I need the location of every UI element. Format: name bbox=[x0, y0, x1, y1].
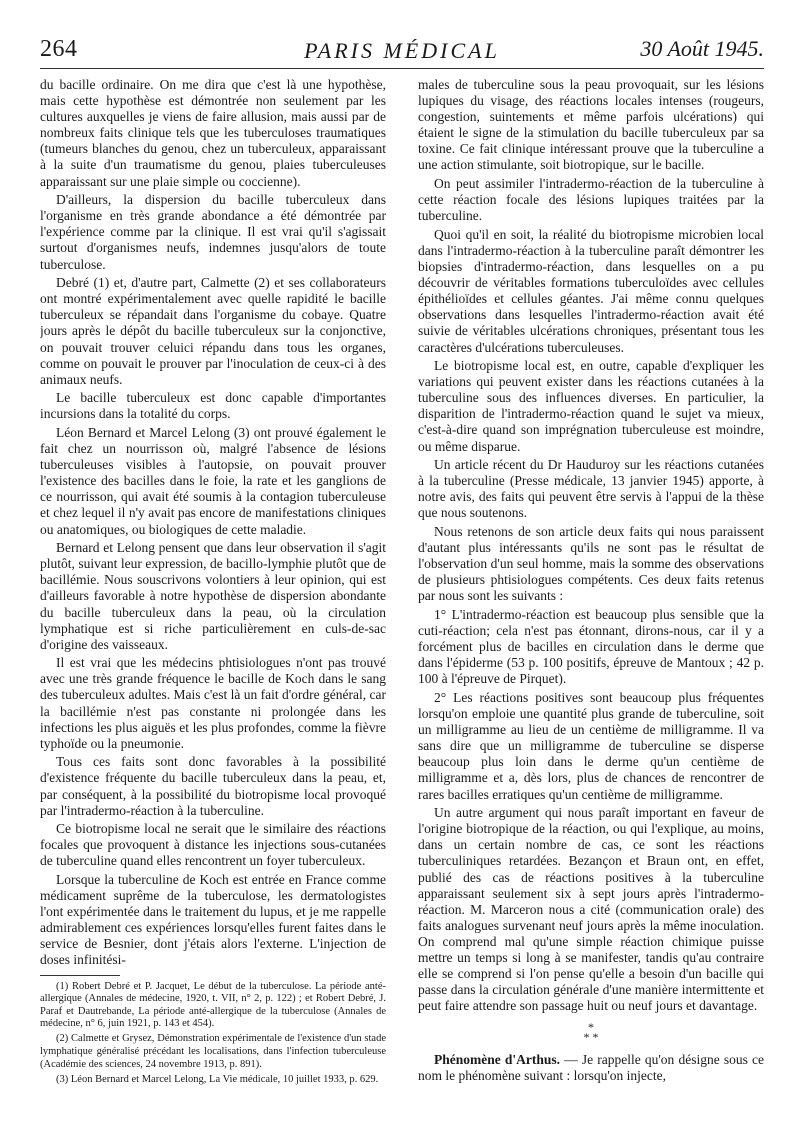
page-header bbox=[40, 36, 764, 69]
paragraph: Léon Bernard et Marcel Lelong (3) ont prouvé également le fait chez un nourrisson où, malgré l'absence de lésions tuberculeuses visibles à l'autopsie, on pouvait prouver l'existence des bacilles dans le foie, la rate et les ganglions de ce nourrisson, qui avait été soumis à la contagion tuberculeuse et chez lequel il n'y avait pas encore de manifestations cliniques ou anatomiques, ou biologiques de cette maladie. bbox=[40, 424, 386, 537]
footnote: (2) Calmette et Grysez, Démonstration expérimentale de l'existence d'un stade lymphatique généralisé précédant les localisations, dans l'infection tuberculeuse (Académie des sciences, 24 novembre 1913, p. 891). bbox=[40, 1033, 386, 1070]
paragraph: Le bacille tuberculeux est donc capable d'importantes incursions dans la totalité du corps. bbox=[40, 390, 386, 422]
footnote: (3) Léon Bernard et Marcel Lelong, La Vie médicale, 10 juillet 1933, p. 629. bbox=[56, 1073, 379, 1085]
paragraph: Un autre argument qui nous paraît important en faveur de l'origine biotropique de la réaction, ou qui l'explique, au moins, dans un certain nombre de cas, ce sont les réactions tuberculiniques retardées. Bezançon et Braun ont, en effet, publié des cas de réactions positives à la tuberculine apparaissant seulement six à sept jours après l'intradermo-réaction. M. Marceron nous a cité (communication orale) des faits analogues survenant neuf jours après la même inoculation. On comprend mal qu'une simple réaction chimique puisse mettre un temps si long à se manifester, tandis qu'au contraire elle se comprend si l'on pense qu'elle a besoin d'un bacille qui passe dans la circulation générale d'une manière intermittente et peut faire attendre son passage huit ou neuf jours et davantage. bbox=[418, 805, 764, 1014]
section-heading: Phénomène d'Arthus. bbox=[434, 1052, 561, 1068]
paragraph: Le biotropisme local est, en outre, capable d'expliquer les variations qui peuvent exister dans les réactions cutanées à la tuberculine sous des influences diverses. En particulier, la disparition de l'intradermo-réaction quand le sujet va mieux, c'est-à-dire quand son imprégnation tuberculeuse est moindre, ou même disparue. bbox=[418, 358, 764, 454]
paragraph: Lorsque la tuberculine de Koch est entrée en France comme médicament suprême de la tuberculose, les dermatologistes l'ont expérimentée dans le traitement du lupus, et je me rappelle admirablement ces expériences lorsqu'elles furent faites dans le service de Besnier, dont j'étais alors l'externe. L'injection de doses infinitési- bbox=[40, 872, 386, 968]
journal-title: PARIS MÉDICAL bbox=[304, 38, 500, 63]
paragraph: Il est vrai que les médecins phtisiologues n'ont pas trouvé avec une très grande fréquence le bacille de Koch dans le sang des tuberculeux adultes. Mais c'est là un fait d'ordre général, car la bacillémie n'est pas constante ni prolongée dans les infections les plus aiguës et les plus profondes, comme la fièvre typhoïde ou la pneumonie. bbox=[40, 655, 386, 751]
paragraph: Ce biotropisme local ne serait que le similaire des réactions focales que provoquent à distance les injections sous-cutanées de tuberculine quand elles rencontrent un foyer tuberculeux. bbox=[40, 821, 386, 869]
paragraph: Quoi qu'il en soit, la réalité du biotropisme microbien local dans l'intradermo-réaction à la tuberculine paraît démontrer les biopsies d'intradermo-réaction, dans lesquelles on a pu découvrir de véritables formations tuberculoïdes avec cellules épithélioïdes et cellules géantes. J'ai même connu quelques observations dans lesquelles l'intradermo-réaction avait été suivie de véritables ulcérations chroniques, présentant tous les caractères d'ulcérations tuberculeuses. bbox=[418, 226, 764, 355]
paragraph: males de tuberculine sous la peau provoquait, sur les lésions lupiques du visage, des réactions locales intenses (rougeurs, congestion, suintements et même parfois ulcérations) qui étaient le signe de la stimulation du bacille tuberculeux par sa toxine. Ce fait clinique intéressant prouve que la tuberculine a une action stimulante, soit biotropique, sur le bacille. bbox=[418, 77, 764, 173]
paragraph: du bacille ordinaire. On me dira que c'est là une hypothèse, mais cette hypothèse est démontrée non seulement par les cultures auxquelles je viens de faire allusion, mais aussi par de nombreux faits clinique tels que les tuberculoses traumatiques (tumeurs blanches du genou, chez un tuberculeux, apparaissant à la suite d'un traumatisme du genou, plaies tuberculeuses apparaissant sur une plaie simple ou coccienne). bbox=[40, 77, 386, 189]
paragraph: On peut assimiler l'intradermo-réaction de la tuberculine à cette réaction focale des lésions lupiques traitées par la tuberculine. bbox=[418, 176, 764, 224]
page-number: 264 bbox=[40, 36, 78, 62]
paragraph: Debré (1) et, d'autre part, Calmette (2) et ses collaborateurs ont montré expérimentalement avec quelle rapidité le bacille tuberculeux se répandait dans l'organisme du cobaye. Quatre jours après le dépôt du bacille tuberculeux sur la conjonctive, on pouvait trouver celuici répandu dans tous les organes, comme on pouvait le prouver par l'inoculation de ceux-ci à des animaux neufs. bbox=[40, 275, 386, 387]
section-text: — Je rappelle qu'on désigne sous ce nom le phénomène suivant : lorsqu'on injecte, bbox=[418, 1052, 764, 1084]
separator-star-top: * bbox=[588, 1020, 594, 1035]
section-separator bbox=[418, 1020, 764, 1045]
right-column bbox=[418, 77, 764, 1117]
separator-star-bottom: * * bbox=[583, 1030, 599, 1045]
left-column bbox=[40, 77, 386, 1117]
paragraph: 2° Les réactions positives sont beaucoup plus fréquentes lorsqu'on emploie une quantité plus grande de tuberculine, soit un milligramme au lieu de un centième de milligramme. Il va sans dire que un milligramme de tuberculine se disperse beaucoup plus loin dans le derme qu'un centième de milligramme et a, dès lors, plus de chances de rencontrer de rares bacilles erratiques qu'un centième de milligramme. bbox=[418, 689, 764, 802]
section-paragraph bbox=[418, 1052, 764, 1084]
paragraph: Un article récent du Dr Hauduroy sur les réactions cutanées à la tuberculine (Presse médicale, 13 janvier 1945) apporte, à notre avis, des faits qui peuvent être servis à l'appui de la thèse que nous soutenons. bbox=[418, 457, 764, 521]
footnote-divider bbox=[40, 975, 120, 976]
paragraph: Bernard et Lelong pensent que dans leur observation il s'agit plutôt, suivant leur expression, de bacillo-lymphie plutôt que de bacillémie. Nous souscrivons volontiers à leur opinion, qui est d'ailleurs favorable à notre hypothèse de dispersion abondante du bacille tuberculeux dans la peau, où la circulation lymphatique est si riche particulièrement en culs-de-sac d'origine des vaisseaux. bbox=[40, 540, 386, 652]
paragraph: D'ailleurs, la dispersion du bacille tuberculeux dans l'organisme en très grande abondance a été démontrée par l'expérience comme par la clinique. Il est vrai qu'il s'agissait surtout d'organismes neufs, indemnes jusqu'alors de toute tuberculose. bbox=[40, 192, 386, 272]
footnote: (1) Robert Debré et P. Jacquet, Le début de la tuberculose. La période anté-allergique (Annales de médecine, 1920, t. VII, n° 2, p. 122) ; et Robert Debré, J. Paraf et Dautrebande, La période anté-allergique de la tuberculose (Annales de médecine, n° 6, juin 1921, p. 143 et 454). bbox=[40, 980, 386, 1030]
paragraph: Tous ces faits sont donc favorables à la possibilité d'existence fréquente du bacille tuberculeux dans la peau, et, par conséquent, à la possibilité du biotropisme local provoqué par l'intradermo-réaction à la tuberculine. bbox=[40, 754, 386, 818]
paragraph: Nous retenons de son article deux faits qui nous paraissent d'autant plus intéressants qu'ils ne sont pas le résultat de l'observation d'un seul homme, mais la somme des observations de plusieurs phtisiologues compétents. Ces deux faits retenus par nous sont les suivants : bbox=[418, 524, 764, 604]
issue-date: 30 Août 1945. bbox=[640, 36, 764, 61]
paragraph: 1° L'intradermo-réaction est beaucoup plus sensible que la cuti-réaction; cela n'est pas étonnant, dirons-nous, car il y a forcément plus de bacilles en circulation dans le derme que dans l'épiderme (53 p. 100 positifs, épreuve de Mantoux ; 42 p. 100 à l'épreuve de Pirquet). bbox=[418, 607, 764, 687]
